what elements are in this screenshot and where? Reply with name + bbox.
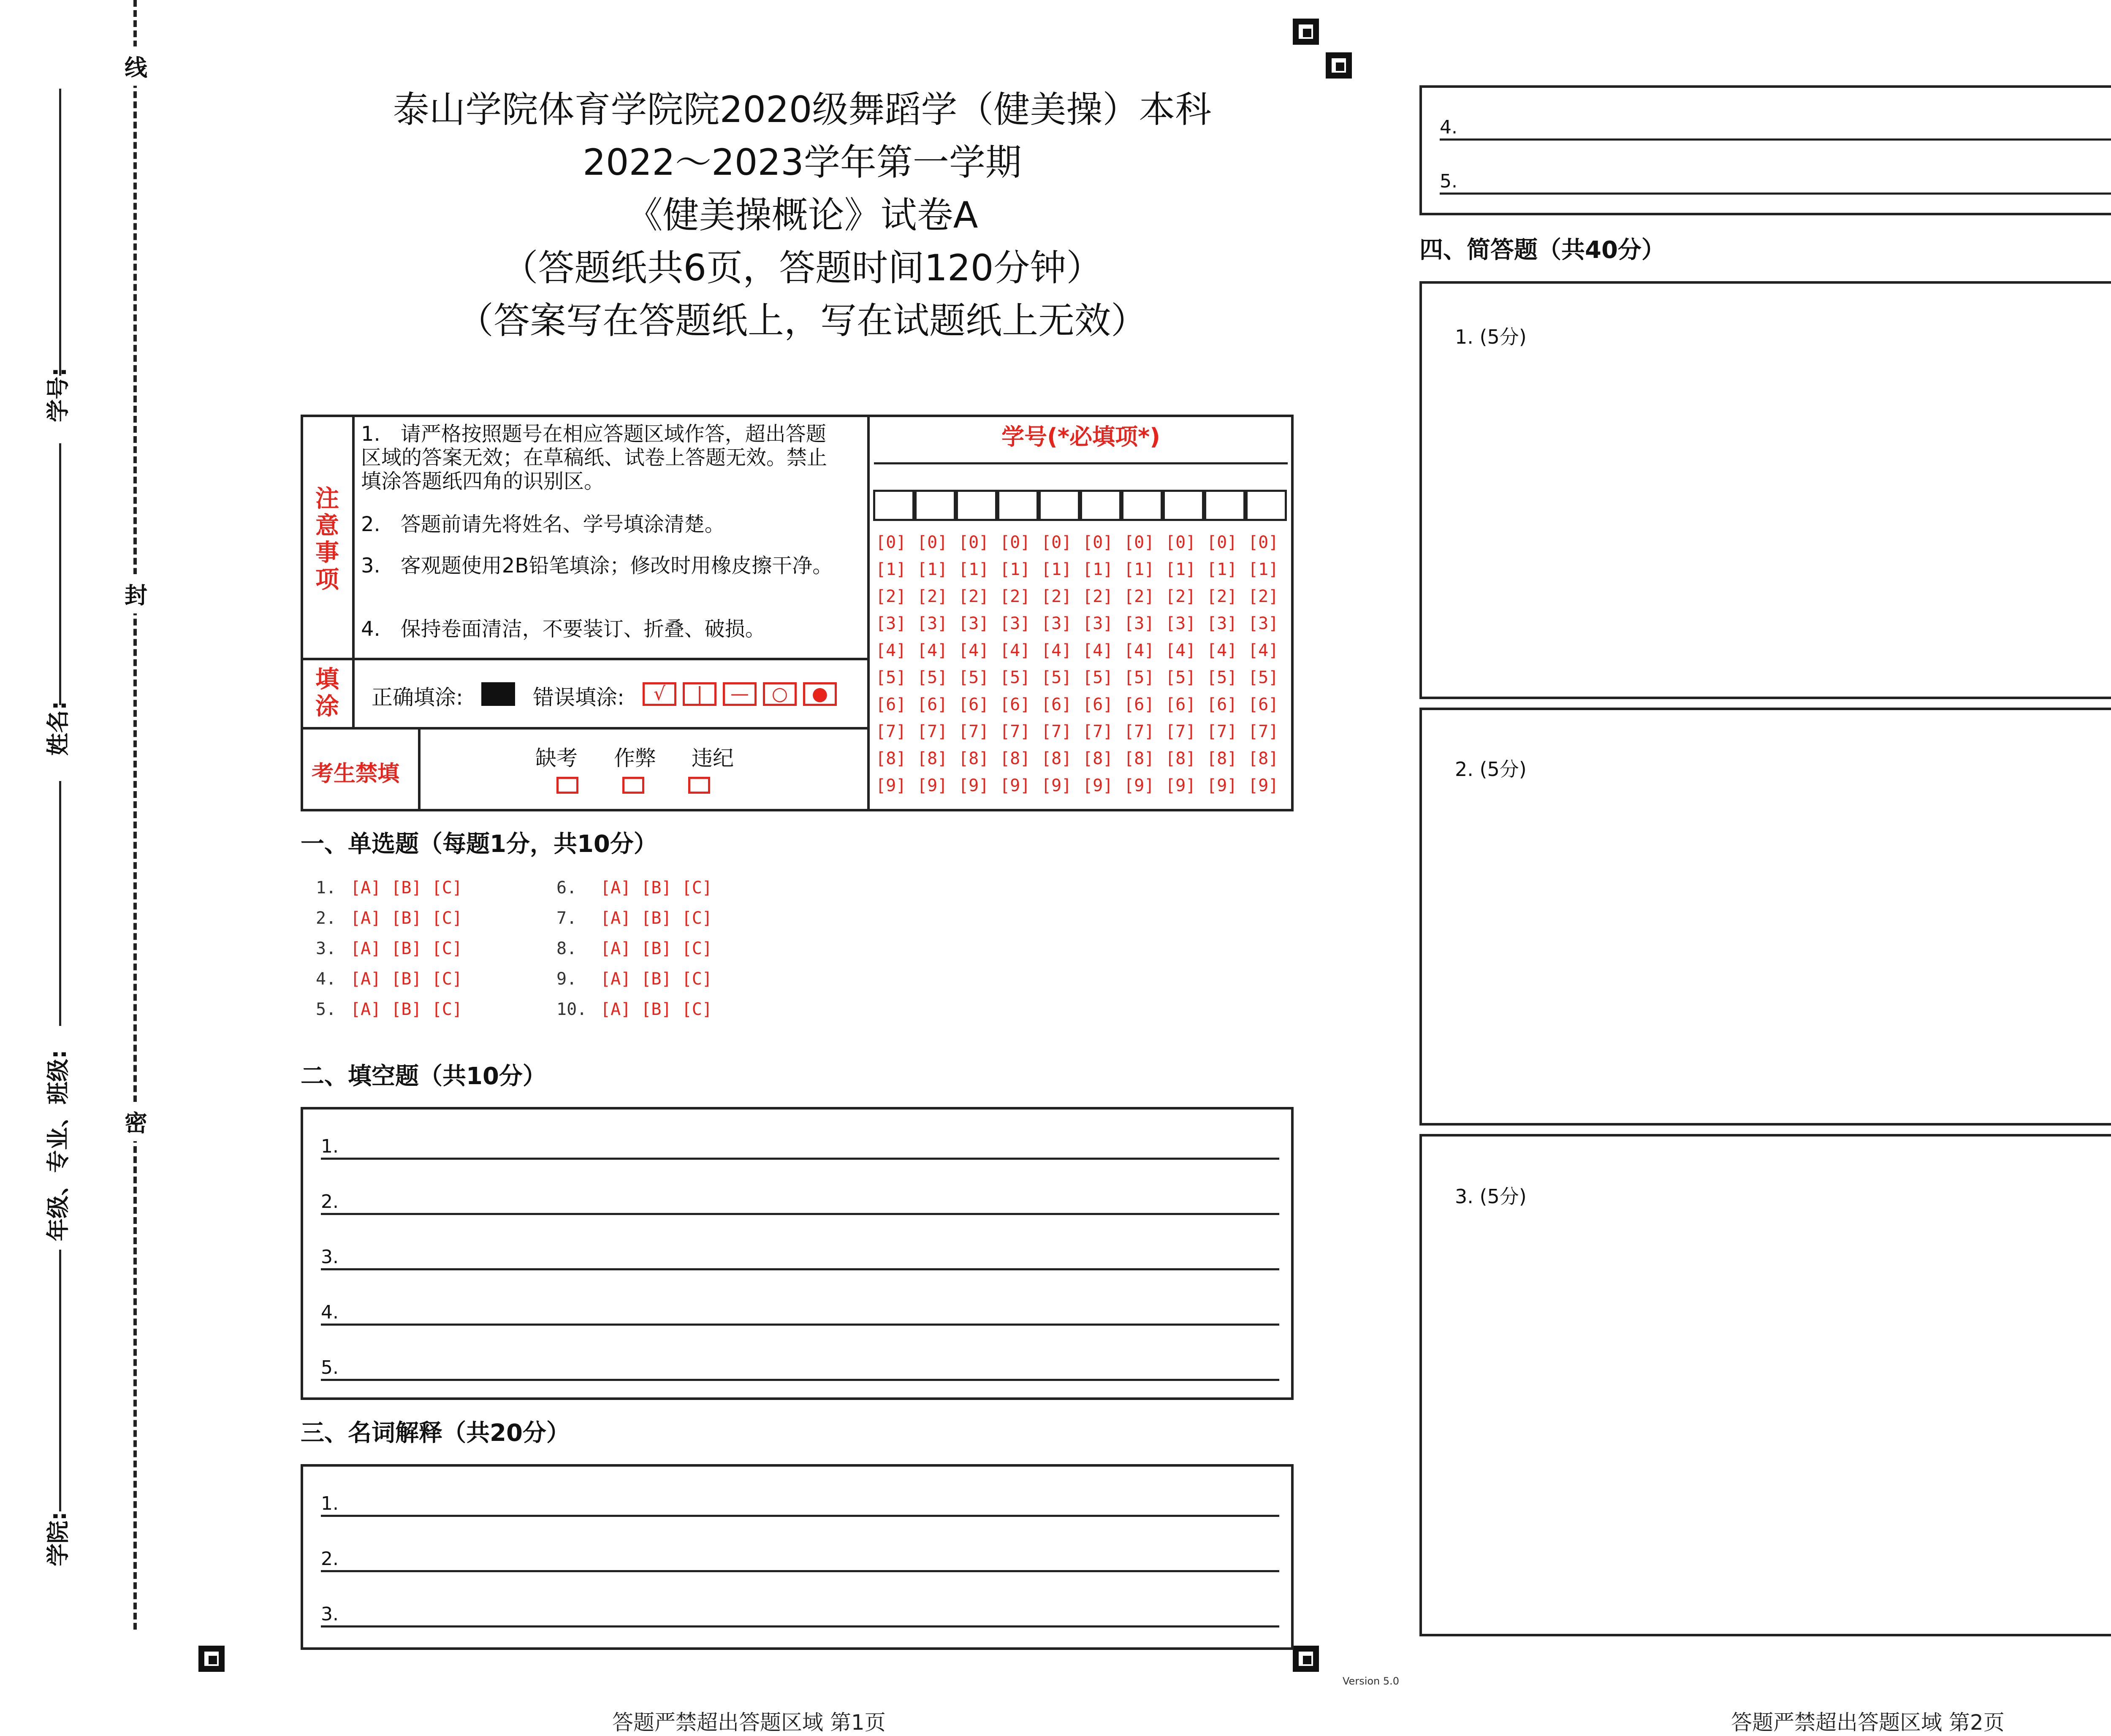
student-number-bubble[interactable]: [9] bbox=[1165, 776, 1196, 795]
student-number-bubble[interactable]: [7] bbox=[1000, 722, 1031, 741]
notice-item: 4. 保持卷面清洁，不要装订、折叠、破损。 bbox=[361, 617, 765, 641]
student-number-bubble[interactable]: [0] bbox=[1248, 533, 1279, 552]
info-panel-divider bbox=[301, 658, 870, 660]
student-number-bubble[interactable]: [1] bbox=[876, 560, 906, 579]
answer-line[interactable] bbox=[1440, 138, 2111, 141]
student-number-bubble[interactable]: [9] bbox=[1083, 776, 1113, 795]
answer-number: 3. bbox=[321, 1603, 339, 1625]
student-number-bubble[interactable]: [8] bbox=[1207, 749, 1237, 768]
student-number-bubble[interactable]: [2] bbox=[1083, 587, 1113, 606]
student-number-bubble[interactable]: [5] bbox=[1083, 668, 1113, 687]
question-number: 2. bbox=[316, 909, 336, 928]
name-label: 姓名: bbox=[45, 701, 71, 756]
student-number-bubble[interactable]: [6] bbox=[917, 695, 948, 714]
choice-options[interactable]: [A] [B] [C] bbox=[600, 1000, 712, 1019]
header-line-3: 《健美操概论》试卷A bbox=[626, 194, 978, 236]
answer-number: 1. bbox=[321, 1136, 339, 1157]
answer-number: 1. bbox=[321, 1493, 339, 1514]
student-number-bubble[interactable]: [7] bbox=[1124, 722, 1155, 741]
student-id-line bbox=[59, 89, 61, 376]
student-number-bubble[interactable]: [1] bbox=[917, 560, 948, 579]
student-number-bubble[interactable]: [6] bbox=[1124, 695, 1155, 714]
student-number-bubble[interactable]: [3] bbox=[1000, 614, 1031, 633]
choice-options[interactable]: [A] [B] [C] bbox=[350, 1000, 462, 1019]
answer-number: 2. bbox=[321, 1191, 339, 1212]
student-number-bubble[interactable]: [5] bbox=[1041, 668, 1072, 687]
student-number-bubble[interactable]: [8] bbox=[1000, 749, 1031, 768]
notice-heading: 注意事项 bbox=[315, 485, 339, 594]
class-line bbox=[59, 781, 61, 1026]
student-number-bubble[interactable]: [0] bbox=[958, 533, 989, 552]
student-number-bubble[interactable]: [7] bbox=[1165, 722, 1196, 741]
answer-number: 5. bbox=[1440, 171, 1457, 192]
student-number-digit-box[interactable] bbox=[997, 490, 1039, 521]
student-number-bubble[interactable]: [3] bbox=[1165, 614, 1196, 633]
student-number-bubble[interactable]: [3] bbox=[1083, 614, 1113, 633]
student-number-bubble[interactable]: [8] bbox=[958, 749, 989, 768]
question-number: 9. bbox=[556, 969, 577, 989]
info-panel-divider bbox=[301, 727, 870, 730]
student-number-bubble[interactable]: [5] bbox=[1248, 668, 1279, 687]
student-id-label: 学号: bbox=[45, 367, 71, 422]
student-number-bubble[interactable]: [6] bbox=[1207, 695, 1237, 714]
notice-item: 1. 请严格按照题号在相应答题区域作答，超出答题区域的答案无效；在草稿纸、试卷上答题无效。禁止填涂答题纸四角的识别区。 bbox=[361, 422, 828, 493]
short-answer-label-2: 2. (5分) bbox=[1455, 758, 1527, 781]
choice-options[interactable]: [A] [B] [C] bbox=[350, 909, 462, 928]
student-number-bubble[interactable]: [5] bbox=[1000, 668, 1031, 687]
choice-options[interactable]: [A] [B] [C] bbox=[600, 939, 712, 958]
registration-marker-icon bbox=[1326, 52, 1352, 79]
student-number-bubble[interactable]: [3] bbox=[917, 614, 948, 633]
answer-number: 4. bbox=[1440, 117, 1457, 138]
student-number-bubble[interactable]: [9] bbox=[1207, 776, 1237, 795]
student-number-bubble[interactable]: [1] bbox=[1041, 560, 1072, 579]
student-number-bubble[interactable]: [7] bbox=[958, 722, 989, 741]
student-number-bubble[interactable]: [3] bbox=[1041, 614, 1072, 633]
answer-line[interactable] bbox=[321, 1213, 1279, 1215]
answer-line[interactable] bbox=[321, 1158, 1279, 1160]
registration-marker-icon bbox=[198, 1646, 225, 1672]
student-number-digit-box[interactable] bbox=[1163, 490, 1204, 521]
student-number-bubble[interactable]: [8] bbox=[917, 749, 948, 768]
page-footer-right: 答题严禁超出答题区域 第2页 bbox=[1731, 1710, 2005, 1735]
question-number: 10. bbox=[556, 1000, 587, 1019]
student-number-bubble[interactable]: [0] bbox=[1083, 533, 1113, 552]
student-number-bubble[interactable]: [2] bbox=[1000, 587, 1031, 606]
binding-label-seal: 封 bbox=[125, 574, 147, 613]
student-number-bubble[interactable]: [3] bbox=[876, 614, 906, 633]
student-number-write-line bbox=[874, 462, 1288, 464]
wrong-mark-dot-icon: ● bbox=[803, 682, 837, 706]
student-number-digit-box[interactable] bbox=[1204, 490, 1245, 521]
wrong-mark-check-icon: √ bbox=[643, 682, 676, 706]
student-number-heading: 学号(*必填项*) bbox=[1001, 423, 1160, 450]
info-panel-divider bbox=[867, 415, 870, 811]
choice-options[interactable]: [A] [B] [C] bbox=[350, 969, 462, 989]
wrong-mark-circle-icon: ○ bbox=[763, 682, 797, 706]
answer-line[interactable] bbox=[321, 1324, 1279, 1326]
choice-options[interactable]: [A] [B] [C] bbox=[600, 969, 712, 989]
wrong-mark-bar-icon: | bbox=[683, 682, 716, 706]
student-number-bubble[interactable]: [6] bbox=[958, 695, 989, 714]
student-number-bubble[interactable]: [4] bbox=[958, 641, 989, 660]
question-number: 7. bbox=[556, 909, 577, 928]
student-number-bubble[interactable]: [9] bbox=[958, 776, 989, 795]
student-number-bubble[interactable]: [4] bbox=[1083, 641, 1113, 660]
student-number-digit-box[interactable] bbox=[914, 490, 956, 521]
student-number-bubble[interactable]: [6] bbox=[876, 695, 906, 714]
section2-answer-box[interactable] bbox=[301, 1107, 1294, 1400]
student-number-bubble[interactable]: [5] bbox=[958, 668, 989, 687]
student-number-bubble[interactable]: [8] bbox=[1124, 749, 1155, 768]
filled-correct-mark bbox=[481, 682, 515, 706]
student-number-bubble[interactable]: [1] bbox=[1207, 560, 1237, 579]
student-number-bubble[interactable]: [2] bbox=[958, 587, 989, 606]
student-number-bubble[interactable]: [7] bbox=[1207, 722, 1237, 741]
college-label: 学院: bbox=[45, 1511, 71, 1566]
student-number-bubble[interactable]: [1] bbox=[1124, 560, 1155, 579]
student-number-bubble[interactable]: [9] bbox=[876, 776, 906, 795]
fill-heading: 填涂 bbox=[315, 666, 339, 720]
student-number-bubble[interactable]: [9] bbox=[1041, 776, 1072, 795]
student-number-bubble[interactable]: [8] bbox=[1083, 749, 1113, 768]
answer-line[interactable] bbox=[321, 1570, 1279, 1572]
student-number-bubble[interactable]: [8] bbox=[876, 749, 906, 768]
student-number-bubble[interactable]: [7] bbox=[1041, 722, 1072, 741]
choice-options[interactable]: [A] [B] [C] bbox=[600, 878, 712, 898]
student-number-bubble[interactable]: [5] bbox=[876, 668, 906, 687]
section3-title: 三、名词解释（共20分） bbox=[301, 1419, 570, 1447]
student-number-bubble[interactable]: [6] bbox=[1041, 695, 1072, 714]
student-number-digit-box[interactable] bbox=[1121, 490, 1163, 521]
section3-answer-box[interactable] bbox=[301, 1464, 1294, 1650]
section4-title: 四、简答题（共40分） bbox=[1419, 236, 1665, 264]
choice-options[interactable]: [A] [B] [C] bbox=[350, 878, 462, 898]
student-number-bubble[interactable]: [9] bbox=[917, 776, 948, 795]
cheating-checkbox[interactable] bbox=[622, 777, 644, 794]
student-number-bubble[interactable]: [5] bbox=[1165, 668, 1196, 687]
student-number-bubble[interactable]: [2] bbox=[1248, 587, 1279, 606]
student-number-bubble[interactable]: [4] bbox=[1248, 641, 1279, 660]
student-number-bubble[interactable]: [0] bbox=[1165, 533, 1196, 552]
student-number-bubble[interactable]: [7] bbox=[876, 722, 906, 741]
student-number-bubble[interactable]: [3] bbox=[1207, 614, 1237, 633]
student-number-bubble[interactable]: [0] bbox=[876, 533, 906, 552]
student-number-digit-box[interactable] bbox=[956, 490, 997, 521]
header-line-4: （答题纸共6页，答题时间120分钟） bbox=[502, 247, 1103, 289]
student-number-bubble[interactable]: [7] bbox=[1248, 722, 1279, 741]
info-panel-divider bbox=[352, 415, 355, 727]
answer-line[interactable] bbox=[321, 1625, 1279, 1628]
question-number: 1. bbox=[316, 878, 336, 898]
fill-wrong-label: 错误填涂: bbox=[533, 685, 624, 710]
choice-options[interactable]: [A] [B] [C] bbox=[600, 909, 712, 928]
student-number-bubble[interactable]: [1] bbox=[958, 560, 989, 579]
student-number-bubble[interactable]: [2] bbox=[1124, 587, 1155, 606]
name-line bbox=[59, 443, 61, 705]
section1-title: 一、单选题（每题1分，共10分） bbox=[301, 830, 657, 858]
student-number-bubble[interactable]: [6] bbox=[1165, 695, 1196, 714]
student-number-bubble[interactable]: [8] bbox=[1248, 749, 1279, 768]
student-number-bubble[interactable]: [4] bbox=[917, 641, 948, 660]
fill-correct-label: 正确填涂: bbox=[372, 685, 463, 710]
student-number-bubble[interactable]: [8] bbox=[1041, 749, 1072, 768]
wrong-mark-dash-icon: — bbox=[723, 682, 757, 706]
student-number-digit-box[interactable] bbox=[1080, 490, 1121, 521]
student-number-bubble[interactable]: [2] bbox=[917, 587, 948, 606]
student-number-bubble[interactable]: [0] bbox=[917, 533, 948, 552]
section2-title: 二、填空题（共10分） bbox=[301, 1063, 546, 1090]
answer-line[interactable] bbox=[321, 1379, 1279, 1381]
student-number-bubble[interactable]: [2] bbox=[1207, 587, 1237, 606]
answer-line[interactable] bbox=[321, 1515, 1279, 1517]
college-line bbox=[59, 1250, 61, 1511]
student-number-bubble[interactable]: [4] bbox=[1124, 641, 1155, 660]
violation-label: 违纪 bbox=[692, 746, 734, 770]
student-number-bubble[interactable]: [4] bbox=[1165, 641, 1196, 660]
student-number-bubble[interactable]: [3] bbox=[1248, 614, 1279, 633]
answer-number: 5. bbox=[321, 1357, 339, 1378]
page-footer-left: 答题严禁超出答题区域 第1页 bbox=[612, 1710, 886, 1735]
violation-checkbox[interactable] bbox=[688, 777, 710, 794]
student-number-bubble[interactable]: [7] bbox=[1083, 722, 1113, 741]
student-number-bubble[interactable]: [1] bbox=[1248, 560, 1279, 579]
student-number-bubble[interactable]: [6] bbox=[1083, 695, 1113, 714]
student-number-bubble[interactable]: [3] bbox=[958, 614, 989, 633]
short-answer-label-1: 1. (5分) bbox=[1455, 326, 1527, 348]
answer-line[interactable] bbox=[321, 1268, 1279, 1270]
student-number-bubble[interactable]: [2] bbox=[1041, 587, 1072, 606]
student-number-bubble[interactable]: [5] bbox=[1207, 668, 1237, 687]
student-number-bubble[interactable]: [6] bbox=[1000, 695, 1031, 714]
student-number-bubble[interactable]: [0] bbox=[1207, 533, 1237, 552]
info-panel-divider bbox=[418, 727, 421, 811]
student-number-bubble[interactable]: [9] bbox=[1000, 776, 1031, 795]
question-number: 6. bbox=[556, 878, 577, 898]
student-number-digit-box[interactable] bbox=[1245, 490, 1287, 521]
student-number-bubble[interactable]: [4] bbox=[1000, 641, 1031, 660]
student-number-bubble[interactable]: [7] bbox=[917, 722, 948, 741]
student-number-bubble[interactable]: [4] bbox=[1041, 641, 1072, 660]
cheating-label: 作弊 bbox=[614, 746, 656, 770]
answer-number: 3. bbox=[321, 1246, 339, 1268]
binding-label-secret: 密 bbox=[125, 1102, 147, 1141]
class-label: 年级、专业、班级: bbox=[45, 1050, 71, 1241]
student-number-digit-box[interactable] bbox=[873, 490, 914, 521]
answer-line[interactable] bbox=[1440, 193, 2111, 195]
student-number-digit-box[interactable] bbox=[1039, 490, 1080, 521]
student-number-bubble[interactable]: [6] bbox=[1248, 695, 1279, 714]
question-number: 4. bbox=[316, 969, 336, 989]
question-number: 8. bbox=[556, 939, 577, 958]
student-number-bubble[interactable]: [5] bbox=[917, 668, 948, 687]
question-number: 5. bbox=[316, 1000, 336, 1019]
short-answer-box-3[interactable] bbox=[1419, 1134, 2111, 1636]
binding-dash-line bbox=[133, 0, 137, 1630]
header-line-1: 泰山学院体育学院院2020级舞蹈学（健美操）本科 bbox=[393, 89, 1212, 131]
student-number-bubble[interactable]: [1] bbox=[1000, 560, 1031, 579]
binding-label-line: 线 bbox=[125, 46, 147, 86]
notice-item: 3. 客观题使用2B铅笔填涂；修改时用橡皮擦干净。 bbox=[361, 554, 833, 578]
student-number-bubble[interactable]: [0] bbox=[1041, 533, 1072, 552]
question-number: 3. bbox=[316, 939, 336, 958]
registration-marker-icon bbox=[1293, 1646, 1319, 1672]
absent-checkbox[interactable] bbox=[556, 777, 578, 794]
registration-marker-icon bbox=[1293, 19, 1319, 45]
header-line-5: （答案写在答题纸上，写在试题纸上无效） bbox=[457, 300, 1147, 342]
student-number-bubble[interactable]: [1] bbox=[1083, 560, 1113, 579]
answer-number: 4. bbox=[321, 1302, 339, 1323]
student-number-bubble[interactable]: [9] bbox=[1248, 776, 1279, 795]
answer-number: 2. bbox=[321, 1548, 339, 1570]
notice-item: 2. 答题前请先将姓名、学号填涂清楚。 bbox=[361, 513, 725, 536]
student-number-bubble[interactable]: [9] bbox=[1124, 776, 1155, 795]
short-answer-label-3: 3. (5分) bbox=[1455, 1185, 1527, 1208]
student-number-bubble[interactable]: [1] bbox=[1165, 560, 1196, 579]
student-number-bubble[interactable]: [2] bbox=[876, 587, 906, 606]
student-number-bubble[interactable]: [4] bbox=[876, 641, 906, 660]
student-number-bubble[interactable]: [3] bbox=[1124, 614, 1155, 633]
header-line-2: 2022～2023学年第一学期 bbox=[583, 141, 1022, 184]
section3-continued-box[interactable] bbox=[1419, 85, 2111, 215]
version-label: Version 5.0 bbox=[1343, 1675, 1400, 1687]
student-number-bubble[interactable]: [0] bbox=[1124, 533, 1155, 552]
forbidden-heading: 考生禁填 bbox=[312, 761, 400, 787]
student-number-bubble[interactable]: [8] bbox=[1165, 749, 1196, 768]
student-number-bubble[interactable]: [2] bbox=[1165, 587, 1196, 606]
choice-options[interactable]: [A] [B] [C] bbox=[350, 939, 462, 958]
absent-label: 缺考 bbox=[535, 746, 578, 770]
student-number-bubble[interactable]: [0] bbox=[1000, 533, 1031, 552]
student-number-bubble[interactable]: [5] bbox=[1124, 668, 1155, 687]
student-number-bubble[interactable]: [4] bbox=[1207, 641, 1237, 660]
